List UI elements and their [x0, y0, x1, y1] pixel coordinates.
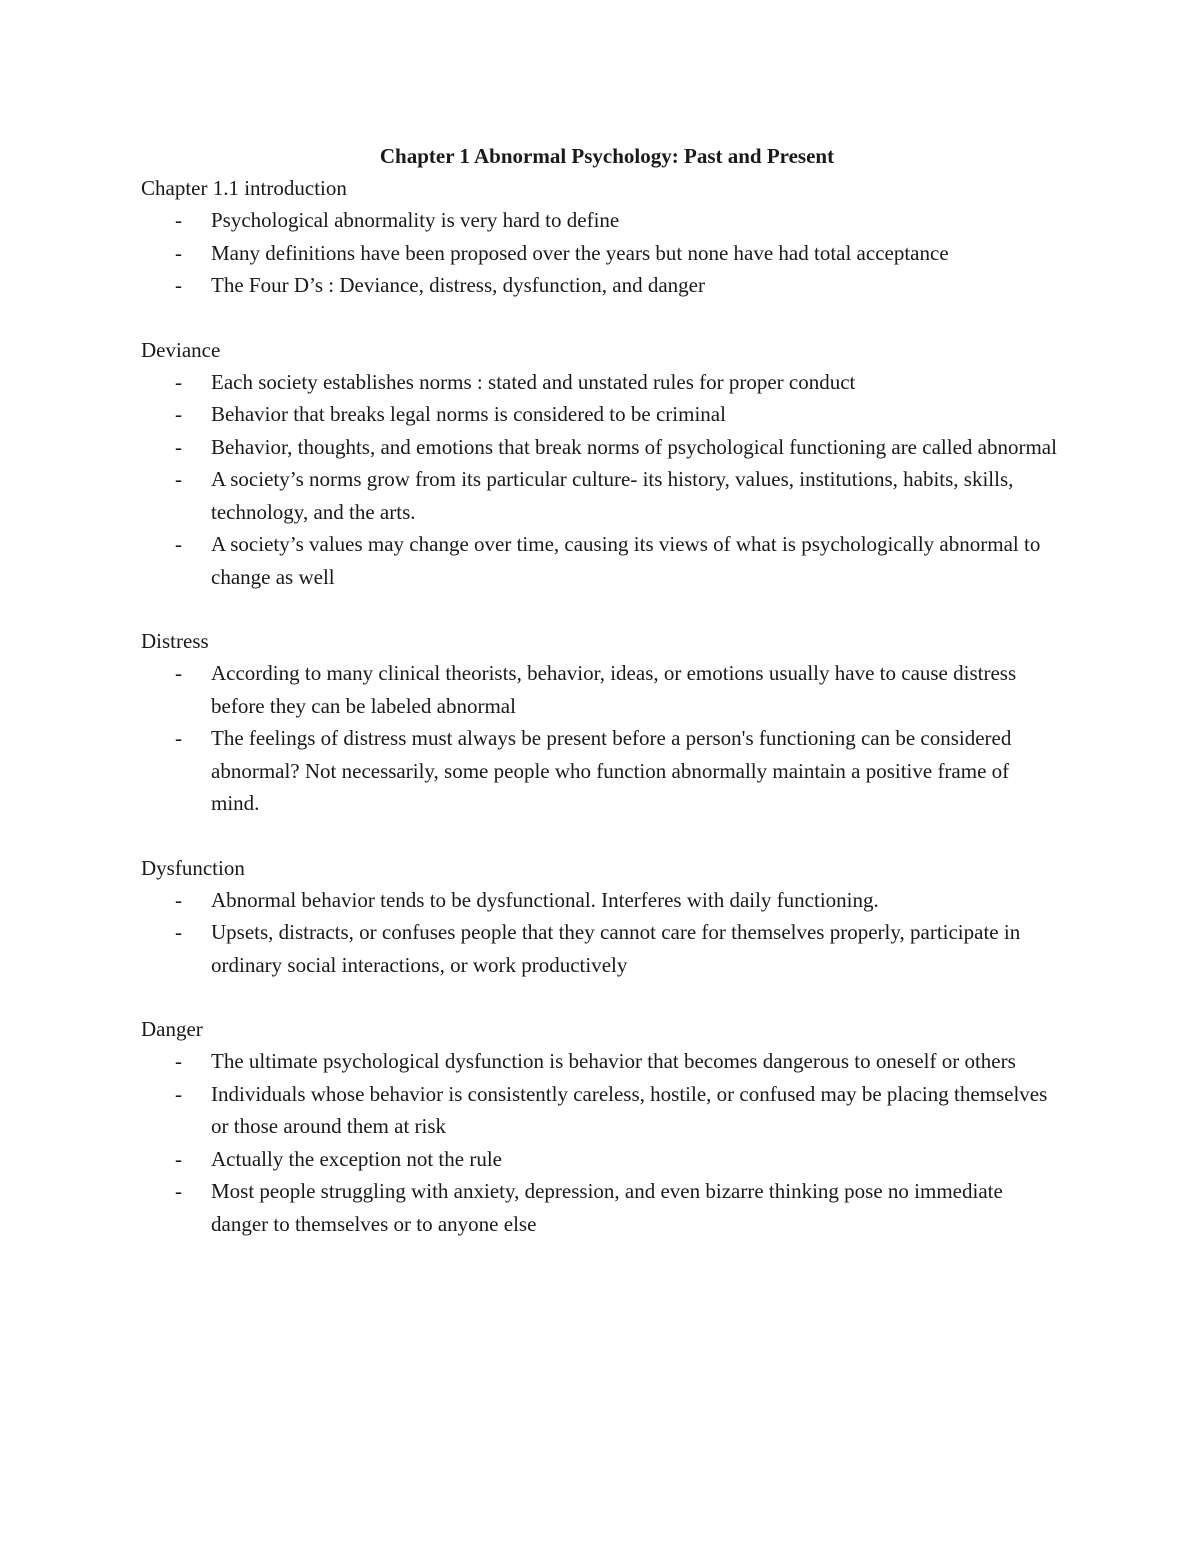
bullet-text: Behavior, thoughts, and emotions that break norms of psychological functioning are called abnormal: [211, 434, 1057, 459]
list-item: [141, 366, 1071, 399]
section-heading: Dysfunction: [141, 855, 245, 880]
bullet-text: Behavior that breaks legal norms is considered to be criminal: [211, 402, 726, 426]
bullet-text: According to many clinical theorists, behavior, ideas, or emotions usually have to cause distress before they can be labeled abnormal: [211, 661, 1017, 718]
bullet-text: Actually the exception not the rule: [211, 1146, 502, 1171]
list-item: [141, 398, 1071, 431]
section-deviance: [141, 334, 1071, 594]
bullet-dash: -: [175, 1179, 182, 1203]
bullet-dash: -: [175, 369, 182, 394]
bullet-text: Most people struggling with anxiety, depression, and even bizarre thinking pose no immediate danger to themselves or to anyone else: [211, 1179, 1003, 1236]
list-item: [141, 1175, 1071, 1240]
bullet-dash: -: [175, 467, 182, 491]
list-item: [141, 1078, 1071, 1143]
section-heading: Danger: [141, 1017, 203, 1041]
section-heading: Distress: [141, 629, 209, 653]
bullet-dash: -: [175, 402, 182, 426]
list-item: [141, 657, 1071, 722]
list-item: [141, 1143, 1071, 1176]
list-item: [141, 916, 1071, 981]
bullet-text: Psychological abnormality is very hard to define: [211, 208, 620, 232]
bullet-list: [141, 204, 1071, 302]
bullet-text: Each society establishes norms : stated and unstated rules for proper conduct: [211, 369, 856, 394]
bullet-text: The ultimate psychological dysfunction is behavior that becomes dangerous to oneself or others: [211, 1049, 1016, 1073]
list-item: [141, 237, 1071, 270]
section-danger: [141, 1013, 1071, 1240]
bullet-dash: -: [175, 661, 182, 685]
section-dysfunction: [141, 852, 1071, 982]
section-heading: Chapter 1.1 introduction: [141, 176, 347, 200]
bullet-dash: -: [175, 726, 182, 750]
bullet-dash: -: [175, 920, 182, 944]
section-heading: Deviance: [141, 337, 221, 362]
bullet-dash: -: [175, 532, 182, 556]
bullet-text: Abnormal behavior tends to be dysfunctional. Interferes with daily functioning.: [211, 887, 879, 912]
section-introduction: [141, 172, 1071, 302]
bullet-dash: -: [175, 208, 182, 232]
document-title: Chapter 1 Abnormal Psychology: Past and Present: [379, 144, 835, 168]
bullet-text: The Four D’s : Deviance, distress, dysfunction, and danger: [211, 273, 705, 297]
list-item: [141, 431, 1071, 464]
list-item: [141, 204, 1071, 237]
bullet-dash: -: [175, 1049, 182, 1073]
bullet-list: [141, 1045, 1071, 1240]
bullet-text: The feelings of distress must always be present before a person's functioning can be considered abnormal? Not necessarily, some people who function abnormally maintain a positive frame of mind.: [211, 726, 1012, 815]
list-item: [141, 269, 1071, 302]
list-item: [141, 463, 1071, 528]
list-item: [141, 884, 1071, 917]
section-distress: [141, 625, 1071, 820]
bullet-dash: -: [175, 887, 182, 912]
bullet-list: [141, 884, 1071, 982]
list-item: [141, 528, 1071, 593]
bullet-dash: -: [175, 434, 182, 459]
bullet-text: Individuals whose behavior is consistently careless, hostile, or confused may be placing themselves or those around them at risk: [211, 1081, 1048, 1138]
bullet-dash: -: [175, 273, 182, 297]
list-item: [141, 1045, 1071, 1078]
bullet-list: [141, 657, 1071, 820]
bullet-text: A society’s values may change over time, causing its views of what is psychologically abnormal to change as well: [211, 532, 1041, 589]
bullet-text: Upsets, distracts, or confuses people that they cannot care for themselves properly, participate in ordinary social interactions, or work productively: [211, 920, 1021, 977]
bullet-dash: -: [175, 1081, 182, 1106]
bullet-text: Many definitions have been proposed over the years but none have had total acceptance: [211, 240, 949, 265]
bullet-list: [141, 366, 1071, 594]
bullet-text: A society’s norms grow from its particular culture- its history, values, institutions, habits, skills, technology, and the arts.: [211, 467, 1014, 524]
bullet-dash: -: [175, 240, 182, 265]
bullet-dash: -: [175, 1146, 182, 1171]
document-page: [141, 140, 1071, 1240]
list-item: [141, 722, 1071, 820]
